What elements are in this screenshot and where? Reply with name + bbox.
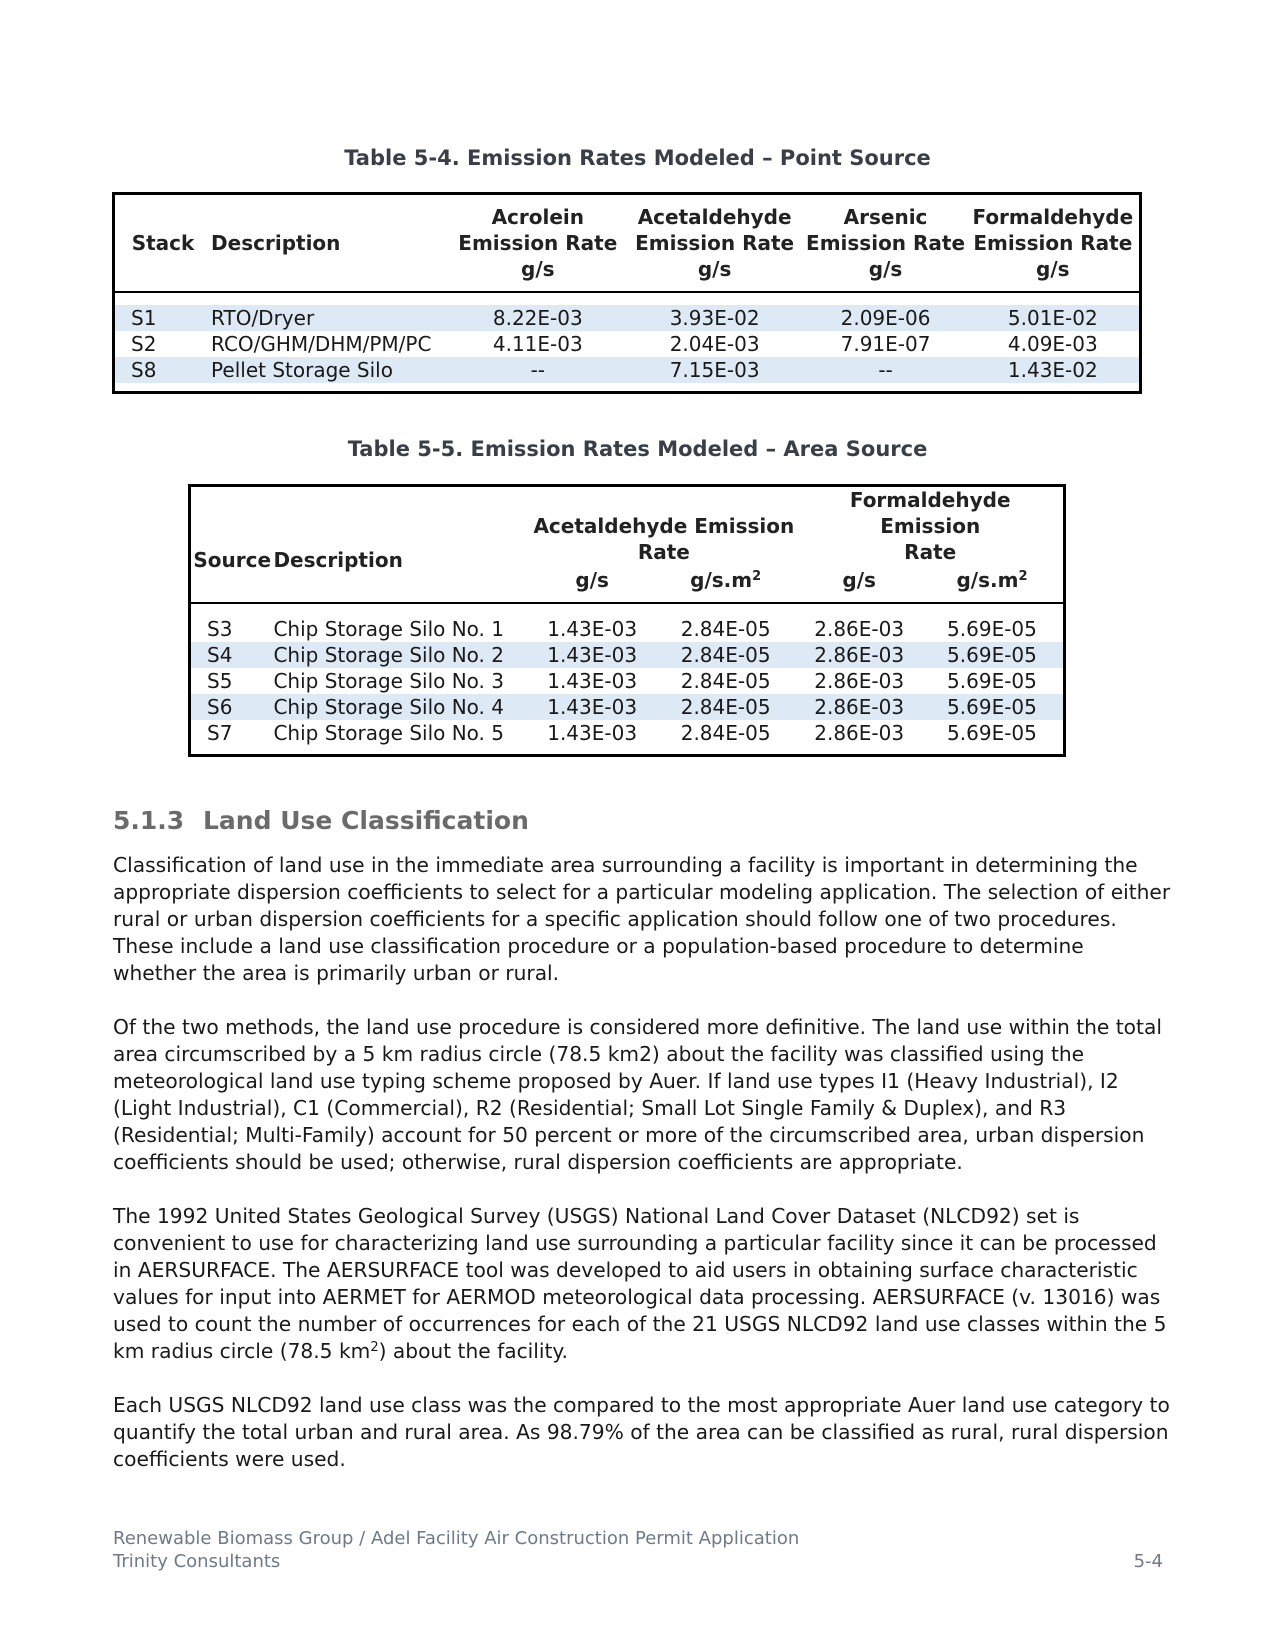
table-row	[114, 331, 1141, 357]
acetaldehyde-rate: 2.04E-03	[669, 331, 760, 356]
paragraph-nlcd92-text: The 1992 United States Geological Survey (USGS) National Land Cover Dataset (NLCD92) set is convenient to use for characterizing land use surrounding a particular facility since it can be processed in AERSURFACE. The AERSURFACE tool was developed to aid users in obtaining surface characteristic values for input into AERMET for AERMOD meteorological data processing. AERSURFACE (v. 13016) was used to count the number of occurrences for each of the 21 USGS NLCD92 land use classes within the 5 km radius circle (78.5 km	[113, 1204, 1167, 1363]
header-acetaldehyde-line1: Acetaldehyde Emission	[533, 514, 795, 538]
acetaldehyde-gsm2: 2.84E-05	[680, 721, 771, 745]
header-description: Description	[273, 486, 530, 604]
header-acetaldehyde-line2: Emission Rate	[635, 230, 795, 255]
paragraph-land-use-intro: Classification of land use in the immediate area surrounding a facility is important in determining the appropriate dispersion coefficients to select for a particular modeling application. The selection of either rural or urban dispersion coefficients for a specific application should follow one of two procedures. These include a land use classification procedure or a population-based procedure to determine whether the area is primarily urban or rural.	[113, 853, 1171, 985]
stack-id: S1	[114, 305, 212, 331]
acetaldehyde-gs: 1.43E-03	[547, 721, 638, 745]
section-title: Land Use Classification	[203, 806, 529, 835]
table-row	[114, 357, 1141, 383]
header-acetaldehyde-unit: g/s	[697, 256, 732, 281]
header-arsenic-unit: g/s	[868, 256, 903, 281]
unit-base: g/s.m	[956, 568, 1019, 592]
acrolein-rate: --	[451, 357, 625, 383]
unit-base: g/s.m	[690, 568, 753, 592]
formaldehyde-rate: 4.09E-03	[1007, 331, 1098, 356]
source-description: Chip Storage Silo No. 1	[273, 617, 504, 641]
paragraph-land-use-procedure: Of the two methods, the land use procedure is considered more definitive. The land use within the total area circumscribed by a 5 km radius circle (78.5 km2) about the facility was classified using the meteorological land use typing scheme proposed by Auer. If land use types I1 (Heavy Industrial), I2 (Light Industrial), C1 (Commercial), R2 (Residential; Small Lot Single Family & Duplex), and R3 (Residential; Multi-Family) account for 50 percent or more of the circumscribed area, urban dispersion coefficients should be used; otherwise, rural dispersion coefficients are appropriate.	[113, 1015, 1162, 1174]
source-id: S4	[190, 642, 274, 668]
acetaldehyde-gsm2: 2.84E-05	[654, 694, 797, 720]
table-row	[190, 694, 1065, 720]
formaldehyde-gsm2: 5.69E-05	[921, 694, 1065, 720]
acetaldehyde-gs: 1.43E-03	[530, 694, 654, 720]
header-arsenic-line1: Arsenic	[843, 204, 928, 229]
header-formaldehyde-line2: Rate	[904, 540, 957, 564]
unit-superscript: 2	[752, 569, 762, 584]
acetaldehyde-gs: 1.43E-03	[530, 642, 654, 668]
acetaldehyde-gsm2: 2.84E-05	[680, 617, 771, 641]
header-acrolein-unit: g/s	[521, 256, 555, 281]
unit-superscript: 2	[1018, 569, 1028, 584]
table-row	[190, 668, 1065, 694]
section-heading	[113, 806, 529, 835]
header-acetaldehyde	[625, 194, 805, 292]
formaldehyde-gs: 2.86E-03	[797, 694, 921, 720]
source-description: Chip Storage Silo No. 5	[273, 721, 504, 745]
stack-description: RTO/Dryer	[211, 305, 451, 331]
header-formaldehyde	[967, 194, 1141, 292]
paragraph-nlcd92	[113, 1203, 1173, 1365]
formaldehyde-gs: 2.86E-03	[814, 617, 905, 641]
formaldehyde-gsm2: 5.69E-05	[947, 617, 1037, 641]
formaldehyde-rate: 5.01E-02	[967, 305, 1141, 331]
arsenic-rate: 7.91E-07	[840, 331, 931, 356]
header-formaldehyde-line1: Formaldehyde Emission	[849, 488, 1011, 538]
header-acrolein-line2: Emission Rate	[458, 230, 618, 255]
header-stack: Stack	[114, 194, 212, 292]
table-row	[190, 720, 1065, 746]
formaldehyde-gsm2: 5.69E-05	[947, 669, 1037, 693]
table-row	[190, 642, 1065, 668]
page-number: 5-4	[1133, 1551, 1163, 1572]
formaldehyde-gsm2: 5.69E-05	[947, 721, 1037, 745]
arsenic-rate: --	[804, 357, 966, 383]
header-acetaldehyde-gsm2	[654, 565, 797, 603]
header-arsenic	[804, 194, 966, 292]
header-arsenic-line2: Emission Rate	[806, 230, 966, 255]
acetaldehyde-gsm2: 2.84E-05	[680, 669, 771, 693]
acetaldehyde-gs: 1.43E-03	[547, 669, 638, 693]
header-formaldehyde-line2: Emission Rate	[973, 230, 1133, 255]
header-formaldehyde-unit: g/s	[1036, 256, 1070, 281]
table-row	[190, 616, 1065, 642]
header-acrolein-line1: Acrolein	[491, 204, 585, 229]
table-5-5-caption: Table 5-5. Emission Rates Modeled – Area Source	[347, 437, 928, 461]
source-id: S5	[207, 669, 233, 693]
paragraph-conclusion: Each USGS NLCD92 land use class was the compared to the most appropriate Auer land use category to quantify the total urban and rural area. As 98.79% of the area can be classified as rural, rural dispersion coefficients were used.	[113, 1393, 1170, 1471]
source-id: S6	[190, 694, 274, 720]
source-id: S3	[207, 617, 233, 641]
header-acetaldehyde-gs: g/s	[530, 565, 654, 603]
footer-company: Trinity Consultants	[113, 1551, 281, 1572]
table-row	[114, 305, 1141, 331]
header-acrolein	[451, 194, 625, 292]
header-formaldehyde-gsm2	[921, 565, 1065, 603]
stack-description: Pellet Storage Silo	[211, 357, 451, 383]
header-formaldehyde-line1: Formaldehyde	[972, 204, 1134, 229]
formaldehyde-gs: 2.86E-03	[797, 642, 921, 668]
source-description: Chip Storage Silo No. 2	[273, 642, 530, 668]
footer-left	[113, 1527, 799, 1573]
acetaldehyde-rate: 7.15E-03	[625, 357, 805, 383]
source-description: Chip Storage Silo No. 3	[273, 669, 504, 693]
header-formaldehyde-gs: g/s	[797, 565, 921, 603]
header-description: Description	[211, 194, 451, 292]
paragraph-nlcd92-end: ) about the facility.	[378, 1339, 568, 1363]
header-acetaldehyde-line1: Acetaldehyde	[637, 204, 792, 229]
header-acetaldehyde-line2: Rate	[637, 540, 690, 564]
footer-project-title: Renewable Biomass Group / Adel Facility Air Construction Permit Application	[113, 1528, 800, 1549]
formaldehyde-gs: 2.86E-03	[814, 721, 905, 745]
section-number: 5.1.3	[113, 806, 185, 835]
source-description: Chip Storage Silo No. 4	[273, 694, 530, 720]
formaldehyde-gsm2: 5.69E-05	[921, 642, 1065, 668]
formaldehyde-gs: 2.86E-03	[814, 669, 905, 693]
table-5-4-caption: Table 5-4. Emission Rates Modeled – Point Source	[344, 146, 931, 170]
acrolein-rate: 8.22E-03	[451, 305, 625, 331]
formaldehyde-rate: 1.43E-02	[967, 357, 1141, 383]
stack-id: S2	[131, 331, 157, 356]
acrolein-rate: 4.11E-03	[492, 331, 583, 356]
source-id: S7	[207, 721, 233, 745]
stack-id: S8	[114, 357, 212, 383]
point-source-emissions-table	[112, 192, 1142, 394]
area-source-emissions-table	[188, 484, 1066, 757]
km-squared-superscript: 2	[370, 1340, 379, 1355]
header-source: Source	[190, 486, 274, 604]
acetaldehyde-gs: 1.43E-03	[547, 617, 638, 641]
stack-description: RCO/GHM/DHM/PM/PC	[211, 331, 432, 356]
acetaldehyde-gsm2: 2.84E-05	[654, 642, 797, 668]
arsenic-rate: 2.09E-06	[804, 305, 966, 331]
acetaldehyde-rate: 3.93E-02	[625, 305, 805, 331]
